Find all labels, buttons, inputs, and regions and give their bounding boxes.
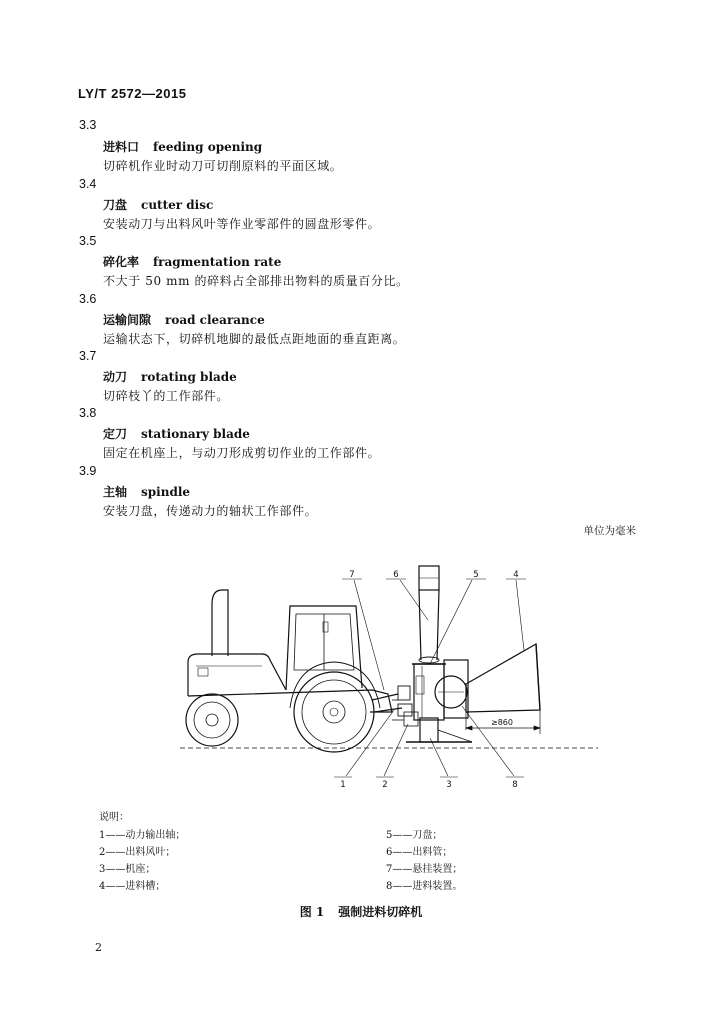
callout-6: 6 [393,570,399,580]
term-zh: 主轴 [103,485,128,499]
callout-3: 3 [446,780,452,790]
term-en: rotating blade [141,370,237,384]
figure-title: 强制进料切碎机 [338,905,423,919]
term-en: road clearance [165,313,265,327]
legend-item: 1——动力输出轴； [99,830,186,841]
legend-title: 说明： [99,812,129,823]
term-definition: 运输状态下，切碎机地脚的最低点距地面的垂直距离。 [103,332,406,346]
term-definition: 不大于 50 mm 的碎料占全部排出物料的质量百分比。 [103,274,409,288]
feed-chute [466,644,540,712]
unit-note: 单位为毫米 [583,525,636,537]
section-number: 3.3 [79,118,97,132]
term-zh: 刀盘 [103,198,128,212]
term-en: spindle [141,485,191,499]
term-definition: 切碎枝丫的工作部件。 [103,389,230,403]
callout-1: 1 [340,780,346,790]
leader-lines [346,580,524,776]
document-code: LY/T 2572—2015 [78,86,187,101]
callout-7: 7 [349,570,355,580]
legend-item: 4——进料槽； [99,881,166,892]
tractor [186,590,392,752]
legend-item: 5——刀盘； [386,830,443,841]
term-zh: 运输间隙 [103,313,152,327]
term-en: feeding opening [153,140,263,154]
term-definition: 固定在机座上，与动刀形成剪切作业的工作部件。 [103,446,381,460]
term-definition: 安装刀盘，传递动力的轴状工作部件。 [103,504,318,518]
section-number: 3.6 [79,292,97,306]
callout-8: 8 [512,780,518,790]
term-definition: 安装动刀与出料风叶等作业零部件的圆盘形零件。 [103,217,381,231]
machine-base [406,718,472,742]
feed-device [435,660,468,718]
callout-5: 5 [473,570,479,580]
term-definition: 切碎机作业时动刀可切削原料的平面区域。 [103,159,343,173]
section-number: 3.7 [79,349,97,363]
dimension-label: ≥860 [491,718,513,727]
legend-item: 8——进料装置。 [386,881,463,892]
figure-caption [0,903,722,920]
legend-item: 7——悬挂装置； [386,864,463,875]
callout-4: 4 [513,570,519,580]
page-number: 2 [95,941,102,954]
legend-item: 6——出料管； [386,847,453,858]
term-zh: 动刀 [103,370,128,384]
term-en: fragmentation rate [153,255,282,269]
callout-2: 2 [382,780,388,790]
term-zh: 碎化率 [103,255,140,269]
section-number: 3.5 [79,234,97,248]
section-number: 3.8 [79,406,97,420]
section-number: 3.4 [79,177,97,191]
term-en: cutter disc [141,198,214,212]
discharge-tube [419,566,439,660]
term-zh: 进料口 [103,140,140,154]
term-zh: 定刀 [103,427,128,441]
term-en: stationary blade [141,427,250,441]
figure-number: 图 1 [299,905,325,919]
section-number: 3.9 [79,464,97,478]
legend-item: 3——机座； [99,864,156,875]
legend-item: 2——出料风叶； [99,847,176,858]
